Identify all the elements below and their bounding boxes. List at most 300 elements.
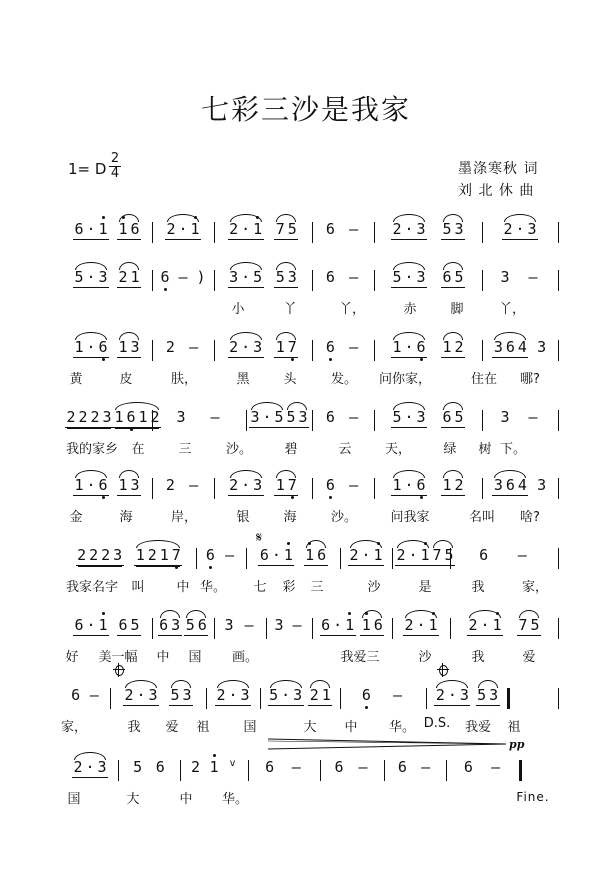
measure — [269, 616, 309, 642]
barline — [118, 760, 119, 781]
barline — [312, 618, 313, 639]
note-number: 7 — [170, 546, 182, 564]
lyric-syllable: 祖 — [507, 720, 521, 735]
barline — [558, 270, 559, 291]
note-number: 2 — [77, 546, 87, 564]
measure — [113, 686, 203, 712]
slur-arc — [443, 332, 463, 340]
note-number: 6 — [197, 616, 207, 634]
measure — [155, 268, 211, 294]
barline — [558, 618, 559, 639]
slur-arc — [75, 262, 107, 270]
note-group — [285, 408, 309, 428]
note-number: 3 — [537, 476, 547, 494]
note-group — [274, 476, 298, 496]
note-number: 5 — [185, 616, 195, 634]
lyric-syllable: 发。 — [330, 372, 358, 387]
note-group — [72, 758, 108, 778]
slur-arc — [160, 610, 180, 618]
slur-arc — [230, 332, 262, 340]
note-number: 2 — [165, 476, 175, 494]
note-group — [134, 546, 182, 566]
slur-arc — [393, 262, 425, 270]
note-number: 5 — [392, 408, 402, 426]
song-title: 七彩三沙是我家 — [200, 93, 411, 126]
note-number: 5 — [392, 268, 402, 286]
slur-arc — [276, 262, 296, 270]
note-group — [320, 616, 356, 636]
barline — [152, 340, 153, 361]
note-number: 3 — [493, 476, 503, 494]
note-number: 1 — [118, 338, 128, 356]
note-number: 6 — [259, 546, 269, 564]
measure — [183, 758, 245, 784]
segno-sign: 𝄋 — [256, 530, 263, 546]
note-number: 6 — [159, 616, 169, 634]
slur-arc — [478, 680, 498, 688]
note-number: 5 — [286, 408, 296, 426]
lyric-syllable: 华。 — [388, 720, 416, 735]
note-number: 2 — [468, 616, 478, 634]
lyric-syllable: 住在 — [470, 372, 498, 387]
sustain-dash: – — [292, 616, 302, 634]
dot-rhythm: · — [86, 268, 96, 286]
slur-arc — [230, 470, 262, 478]
lyric-syllable: D.S. — [423, 716, 451, 731]
lyric-syllable: 七 — [253, 580, 267, 595]
measure — [315, 616, 389, 642]
barline — [482, 410, 483, 431]
octave-up-dot — [348, 612, 351, 615]
octave-down-dot — [102, 496, 105, 499]
note-number: 2 — [396, 546, 406, 564]
note-number: 3 — [293, 686, 303, 704]
note-number: 5 — [253, 268, 263, 286]
lyric-syllable: 头 — [283, 372, 297, 387]
sustain-dash: – — [225, 546, 235, 564]
note-number: 3 — [537, 338, 547, 356]
note-group — [360, 616, 384, 636]
note-number: 1 — [344, 616, 356, 634]
note-group — [117, 476, 141, 496]
note-number: 5 — [269, 686, 279, 704]
note-number: 5 — [454, 268, 464, 286]
dot-rhythm: · — [281, 686, 291, 704]
measure — [65, 616, 149, 642]
note-number: 2 — [229, 220, 239, 238]
slur-arc — [171, 680, 191, 688]
barline — [248, 760, 249, 781]
measure — [65, 268, 149, 294]
measure — [343, 686, 423, 712]
note-number: 3 — [148, 686, 158, 704]
note-number: 3 — [416, 408, 426, 426]
octave-up-dot — [287, 542, 290, 545]
barline — [206, 688, 207, 709]
octave-down-dot — [420, 496, 423, 499]
lyric-syllable: 皮 — [119, 372, 133, 387]
lyric-syllable: 沙。 — [330, 510, 358, 525]
note-number: 5 — [130, 616, 140, 634]
slur-arc — [393, 332, 425, 340]
note-number: 3 — [113, 546, 123, 564]
note-line — [0, 476, 612, 500]
sustain-dash: – — [528, 268, 538, 286]
lyric-syllable: 沙。 — [225, 442, 253, 457]
lyric-syllable: 丫， — [498, 302, 526, 317]
slur-arc — [276, 214, 296, 222]
note-number: 2 — [349, 546, 359, 564]
note-number: 6 — [324, 476, 336, 494]
dot-rhythm: · — [361, 546, 371, 564]
dot-rhythm: · — [262, 408, 272, 426]
lyric-syllable: 天， — [384, 442, 412, 457]
barline — [246, 548, 247, 569]
note-number: 2 — [404, 616, 414, 634]
barline — [450, 618, 451, 639]
measure — [65, 686, 107, 712]
note-number: 6 — [74, 220, 84, 238]
measure — [485, 338, 555, 364]
dot-rhythm: · — [416, 616, 426, 634]
note-line — [0, 686, 612, 710]
note-number: 1 — [114, 408, 124, 426]
note-line — [0, 408, 612, 432]
note-number: 5 — [287, 220, 297, 238]
note-group — [117, 220, 141, 240]
note-group — [117, 616, 141, 636]
notation-row — [0, 676, 612, 746]
note-number: 3 — [171, 616, 181, 634]
note-group — [441, 268, 465, 288]
note-number: 3 — [224, 616, 234, 634]
note-group — [391, 268, 427, 288]
note-number: 7 — [518, 616, 528, 634]
measure — [209, 686, 257, 712]
note-number: 6 — [334, 758, 344, 776]
barline — [214, 618, 215, 639]
barline — [312, 270, 313, 291]
note-number: 1 — [208, 758, 220, 776]
slur-arc — [443, 214, 463, 222]
lyric-syllable: 黄 — [69, 372, 83, 387]
note-number: 3 — [130, 476, 140, 494]
barline — [374, 270, 375, 291]
barline — [374, 410, 375, 431]
dot-rhythm: · — [408, 546, 418, 564]
note-number: 3 — [240, 686, 250, 704]
note-group — [348, 546, 384, 566]
note-number: 3 — [459, 686, 469, 704]
note-number: 1 — [491, 616, 503, 634]
note-number: 6 — [325, 268, 335, 286]
lyric-syllable: 在 — [131, 442, 145, 457]
dot-rhythm: · — [178, 220, 188, 238]
key-signature: 1= D — [68, 160, 107, 178]
lyric-syllable: 国 — [243, 720, 257, 735]
lyric-syllable: 问我家 — [390, 510, 430, 525]
measure — [155, 408, 243, 434]
sustain-dash: – — [189, 476, 199, 494]
octave-up-dot — [213, 754, 216, 757]
note-group — [441, 220, 465, 240]
measure — [429, 686, 505, 712]
measure — [453, 616, 555, 642]
measure — [395, 546, 454, 572]
barline — [482, 270, 483, 291]
octave-down-dot — [291, 496, 294, 499]
lyric-syllable: 三 — [178, 442, 192, 457]
notation-row — [0, 748, 612, 818]
slur-arc — [136, 540, 180, 548]
note-number: 3 — [298, 408, 308, 426]
measure — [377, 338, 479, 364]
lyric-syllable: 我爱 — [464, 720, 492, 735]
barline — [180, 760, 181, 781]
lyric-syllable: 家， — [60, 720, 88, 735]
note-number: 3 — [250, 408, 260, 426]
note-number: 5 — [74, 268, 84, 286]
note-number: 6 — [321, 616, 331, 634]
slur-arc — [306, 540, 326, 548]
note-number: 6 — [118, 616, 128, 634]
note-number: 6 — [325, 408, 335, 426]
lyric-syllable: 树 — [478, 442, 492, 457]
note-group — [274, 268, 298, 288]
note-number: 2 — [229, 476, 239, 494]
note-number: 1 — [442, 338, 452, 356]
note-number: 7 — [286, 476, 298, 494]
note-group — [228, 268, 264, 288]
notation-row — [0, 606, 612, 676]
note-number: 6 — [415, 338, 427, 356]
slur-arc — [119, 262, 139, 270]
slur-arc — [75, 470, 107, 478]
dot-rhythm: · — [480, 616, 490, 634]
slur-arc — [230, 262, 262, 270]
note-number: 2 — [392, 220, 402, 238]
note-number: 3 — [274, 616, 284, 634]
sustain-dash: – — [178, 268, 188, 286]
note-group — [76, 546, 124, 566]
note-number: 1 — [282, 546, 294, 564]
barline — [260, 688, 261, 709]
note-number: 1 — [392, 476, 402, 494]
note-group — [431, 546, 455, 566]
lyric-syllable: 沙 — [418, 650, 432, 665]
note-group — [517, 616, 541, 636]
note-number: 3 — [253, 476, 263, 494]
note-number: 1 — [74, 476, 84, 494]
barline — [320, 760, 321, 781]
sustain-dash: – — [349, 408, 359, 426]
note-number: 2 — [165, 338, 175, 356]
note-number: 2 — [147, 546, 157, 564]
lyric-syllable: 我爱三 — [340, 650, 380, 665]
barline — [384, 760, 385, 781]
lyric-syllable: 我 — [471, 580, 485, 595]
note-group — [274, 220, 298, 240]
note-number: 6 — [505, 476, 515, 494]
slur-arc — [393, 402, 425, 410]
note-number: 6 — [505, 338, 515, 356]
note-number: ) — [196, 268, 206, 286]
note-number: 3 — [98, 268, 108, 286]
slur-arc — [287, 402, 307, 410]
barline — [246, 410, 247, 431]
note-number: 1 — [252, 220, 264, 238]
note-group — [441, 476, 465, 496]
lyric-syllable: 大 — [126, 792, 140, 807]
note-number: 1 — [372, 546, 384, 564]
note-number: 6 — [317, 546, 327, 564]
note-number: 6 — [125, 408, 137, 426]
dot-rhythm: · — [241, 268, 251, 286]
lyric-syllable: 大 — [303, 720, 317, 735]
notation-row — [0, 258, 612, 328]
note-number: 1 — [97, 220, 109, 238]
barline — [558, 222, 559, 243]
barline — [482, 222, 483, 243]
slur-arc — [504, 214, 536, 222]
octave-down-dot — [175, 566, 178, 569]
note-number: 5 — [444, 546, 454, 564]
slur-arc — [125, 680, 157, 688]
lyric-syllable: 中 — [179, 792, 193, 807]
sustain-dash: – — [528, 408, 538, 426]
note-number: 1 — [118, 476, 128, 494]
lyric-syllable: 海 — [119, 510, 133, 525]
note-group — [268, 686, 304, 706]
note-number: 6 — [324, 338, 336, 356]
note-group — [304, 546, 328, 566]
note-number: 3 — [130, 338, 140, 356]
lyric-syllable: 我的家乡 — [65, 442, 119, 457]
measure — [485, 220, 555, 246]
note-number: 2 — [454, 476, 464, 494]
note-number: 2 — [124, 686, 134, 704]
barline — [196, 548, 197, 569]
barline — [340, 548, 341, 569]
note-number: 6 — [373, 616, 383, 634]
note-number: 2 — [150, 408, 160, 426]
measure — [65, 758, 115, 784]
lyric-syllable: 下。 — [499, 442, 527, 457]
slur-arc — [186, 610, 206, 618]
slur-arc — [393, 470, 425, 478]
lyric-syllable: 岸， — [170, 510, 198, 525]
note-number: 5 — [133, 758, 143, 776]
note-number: 3 — [489, 686, 499, 704]
note-number: 6 — [97, 338, 109, 356]
note-group — [184, 616, 208, 636]
note-group — [441, 408, 465, 428]
dot-rhythm: · — [404, 338, 414, 356]
note-group — [467, 616, 503, 636]
measure — [343, 546, 389, 572]
note-number: 7 — [286, 338, 298, 356]
note-line — [0, 546, 612, 570]
barline — [374, 340, 375, 361]
note-group — [391, 476, 427, 496]
note-number: 3 — [416, 220, 426, 238]
sustain-dash: – — [491, 758, 501, 776]
note-group — [215, 686, 251, 706]
lyric-syllable: 名叫 — [468, 510, 496, 525]
note-group — [169, 686, 193, 706]
note-group — [441, 338, 465, 358]
note-number: 2 — [309, 686, 319, 704]
slur-arc — [217, 680, 249, 688]
note-number: 6 — [415, 476, 427, 494]
note-number: 1 — [419, 546, 431, 564]
measure — [263, 686, 337, 712]
note-number: 2 — [118, 268, 128, 286]
note-group — [123, 686, 159, 706]
measure — [251, 758, 317, 784]
note-group — [228, 220, 264, 240]
note-number: 3 — [454, 220, 464, 238]
lyric-syllable: 国 — [188, 650, 202, 665]
note-number: 2 — [190, 758, 201, 776]
lyric-syllable: 啥? — [520, 510, 540, 525]
barline — [482, 478, 483, 499]
note-group — [158, 616, 182, 636]
barline — [340, 688, 341, 709]
sustain-dash: – — [349, 338, 359, 356]
lyric-syllable: 中 — [344, 720, 358, 735]
note-line — [0, 758, 612, 782]
slur-arc — [251, 402, 283, 410]
barline — [374, 222, 375, 243]
note-number: 3 — [182, 686, 192, 704]
lyric-syllable: 家， — [521, 580, 549, 595]
note-line — [0, 338, 612, 362]
measure — [377, 408, 479, 434]
note-number: 6 — [442, 268, 452, 286]
note-number: 6 — [130, 220, 140, 238]
barline — [446, 760, 447, 781]
lyric-syllable: 三 — [310, 580, 324, 595]
slur-arc — [519, 610, 539, 618]
notation-row — [0, 398, 612, 468]
lyric-syllable: 华。 — [221, 792, 249, 807]
slur-arc — [310, 680, 330, 688]
dot-rhythm: · — [447, 686, 457, 704]
note-number: 2 — [435, 686, 445, 704]
note-number: 1 — [74, 338, 84, 356]
note-number: 5 — [477, 686, 487, 704]
note-group — [117, 338, 141, 358]
measure — [217, 220, 309, 246]
note-number: 6 — [265, 758, 275, 776]
note-number: 3 — [416, 268, 426, 286]
barline — [558, 688, 559, 709]
slur-arc — [443, 262, 463, 270]
note-number: 1 — [97, 616, 109, 634]
note-group — [228, 338, 264, 358]
lyric-syllable: 碧 — [284, 442, 298, 457]
note-number: 6 — [204, 546, 216, 564]
octave-up-dot — [102, 612, 105, 615]
lyric-syllable: 祖 — [196, 720, 210, 735]
barline — [266, 618, 267, 639]
note-number: 1 — [392, 338, 402, 356]
dot-rhythm: · — [228, 686, 238, 704]
note-number: 5 — [170, 686, 180, 704]
lyric-syllable: 哪? — [520, 372, 540, 387]
dot-rhythm: · — [404, 476, 414, 494]
